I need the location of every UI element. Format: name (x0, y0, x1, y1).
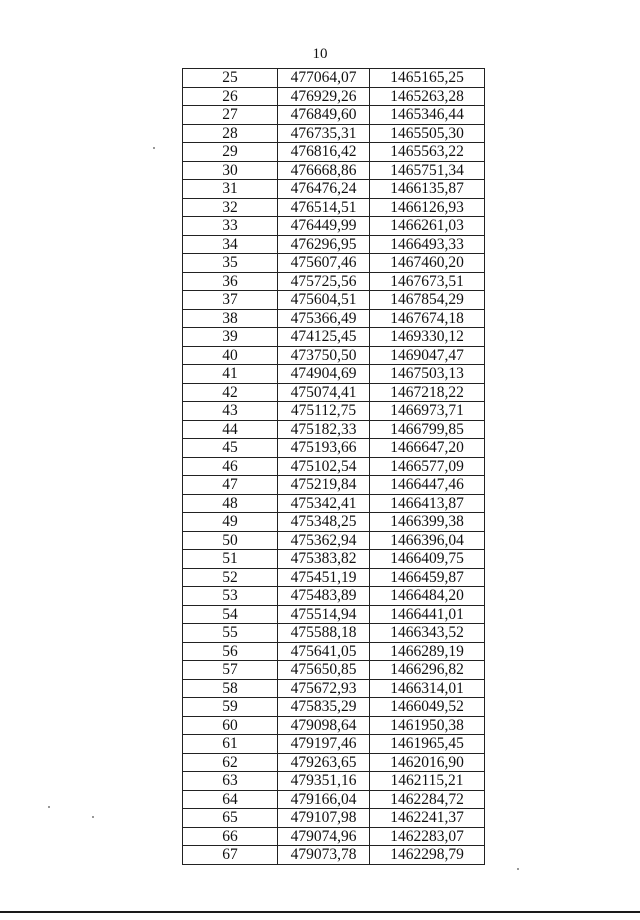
table-row (183, 69, 485, 88)
page-number: 10 (312, 46, 328, 62)
point-number-cell: 45 (183, 439, 278, 458)
point-number-cell: 47 (183, 476, 278, 495)
point-number-cell: 38 (183, 309, 278, 328)
table-row (183, 328, 485, 347)
point-number-cell: 51 (183, 550, 278, 569)
x-coordinate-cell: 479166,04 (278, 790, 370, 809)
point-number-cell: 40 (183, 346, 278, 365)
point-number-cell: 50 (183, 531, 278, 550)
y-coordinate-cell: 1467503,13 (370, 365, 485, 384)
y-coordinate-cell: 1465505,30 (370, 124, 485, 143)
y-coordinate-cell: 1466126,93 (370, 198, 485, 217)
y-coordinate-cell: 1465751,34 (370, 161, 485, 180)
table-row (183, 642, 485, 661)
x-coordinate-cell: 475193,66 (278, 439, 370, 458)
table-row (183, 587, 485, 606)
x-coordinate-cell: 475514,94 (278, 605, 370, 624)
y-coordinate-cell: 1466343,52 (370, 624, 485, 643)
table-row (183, 827, 485, 846)
point-number-cell: 61 (183, 735, 278, 754)
point-number-cell: 44 (183, 420, 278, 439)
table-row (183, 624, 485, 643)
table-row (183, 698, 485, 717)
y-coordinate-cell: 1466409,75 (370, 550, 485, 569)
x-coordinate-cell: 475835,29 (278, 698, 370, 717)
y-coordinate-cell: 1466459,87 (370, 568, 485, 587)
x-coordinate-cell: 476816,42 (278, 143, 370, 162)
y-coordinate-cell: 1466296,82 (370, 661, 485, 680)
table-row (183, 161, 485, 180)
y-coordinate-cell: 1467673,51 (370, 272, 485, 291)
table-row (183, 439, 485, 458)
table-row (183, 568, 485, 587)
table-row (183, 198, 485, 217)
y-coordinate-cell: 1462283,07 (370, 827, 485, 846)
table-row (183, 143, 485, 162)
x-coordinate-cell: 475348,25 (278, 513, 370, 532)
table-row (183, 809, 485, 828)
x-coordinate-cell: 476735,31 (278, 124, 370, 143)
x-coordinate-cell: 475383,82 (278, 550, 370, 569)
point-number-cell: 67 (183, 846, 278, 865)
x-coordinate-cell: 475102,54 (278, 457, 370, 476)
y-coordinate-cell: 1466135,87 (370, 180, 485, 199)
x-coordinate-cell: 475219,84 (278, 476, 370, 495)
point-number-cell: 64 (183, 790, 278, 809)
y-coordinate-cell: 1466484,20 (370, 587, 485, 606)
x-coordinate-cell: 479263,65 (278, 753, 370, 772)
x-coordinate-cell: 475483,89 (278, 587, 370, 606)
point-number-cell: 41 (183, 365, 278, 384)
y-coordinate-cell: 1466577,09 (370, 457, 485, 476)
x-coordinate-cell: 474125,45 (278, 328, 370, 347)
point-number-cell: 25 (183, 69, 278, 88)
y-coordinate-cell: 1466973,71 (370, 402, 485, 421)
point-number-cell: 53 (183, 587, 278, 606)
table-row (183, 383, 485, 402)
x-coordinate-cell: 475588,18 (278, 624, 370, 643)
x-coordinate-cell: 475641,05 (278, 642, 370, 661)
x-coordinate-cell: 475725,56 (278, 272, 370, 291)
scan-speck (48, 806, 50, 808)
y-coordinate-cell: 1466447,46 (370, 476, 485, 495)
x-coordinate-cell: 475074,41 (278, 383, 370, 402)
table-row (183, 346, 485, 365)
y-coordinate-cell: 1466049,52 (370, 698, 485, 717)
table-row (183, 124, 485, 143)
y-coordinate-cell: 1465263,28 (370, 87, 485, 106)
x-coordinate-cell: 476668,86 (278, 161, 370, 180)
x-coordinate-cell: 475650,85 (278, 661, 370, 680)
table-row (183, 605, 485, 624)
table-row (183, 846, 485, 865)
table-row (183, 772, 485, 791)
point-number-cell: 49 (183, 513, 278, 532)
y-coordinate-cell: 1465165,25 (370, 69, 485, 88)
y-coordinate-cell: 1466413,87 (370, 494, 485, 513)
point-number-cell: 31 (183, 180, 278, 199)
scan-speck (517, 868, 519, 870)
y-coordinate-cell: 1466799,85 (370, 420, 485, 439)
table-row (183, 753, 485, 772)
point-number-cell: 59 (183, 698, 278, 717)
table-row (183, 735, 485, 754)
point-number-cell: 60 (183, 716, 278, 735)
table-row (183, 494, 485, 513)
y-coordinate-cell: 1462284,72 (370, 790, 485, 809)
x-coordinate-cell: 479197,46 (278, 735, 370, 754)
coordinates-table (182, 68, 485, 865)
point-number-cell: 52 (183, 568, 278, 587)
table-row (183, 87, 485, 106)
point-number-cell: 34 (183, 235, 278, 254)
table-row (183, 180, 485, 199)
x-coordinate-cell: 479073,78 (278, 846, 370, 865)
point-number-cell: 58 (183, 679, 278, 698)
point-number-cell: 32 (183, 198, 278, 217)
x-coordinate-cell: 475362,94 (278, 531, 370, 550)
y-coordinate-cell: 1467674,18 (370, 309, 485, 328)
x-coordinate-cell: 475182,33 (278, 420, 370, 439)
point-number-cell: 43 (183, 402, 278, 421)
point-number-cell: 35 (183, 254, 278, 273)
table-row (183, 513, 485, 532)
x-coordinate-cell: 479107,98 (278, 809, 370, 828)
x-coordinate-cell: 476929,26 (278, 87, 370, 106)
table-row (183, 272, 485, 291)
y-coordinate-cell: 1465346,44 (370, 106, 485, 125)
point-number-cell: 37 (183, 291, 278, 310)
table-row (183, 235, 485, 254)
x-coordinate-cell: 473750,50 (278, 346, 370, 365)
point-number-cell: 39 (183, 328, 278, 347)
y-coordinate-cell: 1467218,22 (370, 383, 485, 402)
point-number-cell: 36 (183, 272, 278, 291)
table-row (183, 254, 485, 273)
y-coordinate-cell: 1469330,12 (370, 328, 485, 347)
x-coordinate-cell: 475607,46 (278, 254, 370, 273)
point-number-cell: 29 (183, 143, 278, 162)
y-coordinate-cell: 1466647,20 (370, 439, 485, 458)
table-row (183, 679, 485, 698)
scan-speck (92, 816, 94, 818)
y-coordinate-cell: 1466396,04 (370, 531, 485, 550)
y-coordinate-cell: 1461950,38 (370, 716, 485, 735)
x-coordinate-cell: 475672,93 (278, 679, 370, 698)
point-number-cell: 33 (183, 217, 278, 236)
x-coordinate-cell: 476296,95 (278, 235, 370, 254)
table-row (183, 550, 485, 569)
point-number-cell: 26 (183, 87, 278, 106)
point-number-cell: 30 (183, 161, 278, 180)
point-number-cell: 42 (183, 383, 278, 402)
y-coordinate-cell: 1461965,45 (370, 735, 485, 754)
table-row (183, 402, 485, 421)
x-coordinate-cell: 479074,96 (278, 827, 370, 846)
point-number-cell: 63 (183, 772, 278, 791)
x-coordinate-cell: 476849,60 (278, 106, 370, 125)
point-number-cell: 62 (183, 753, 278, 772)
table-row (183, 476, 485, 495)
x-coordinate-cell: 476449,99 (278, 217, 370, 236)
x-coordinate-cell: 475342,41 (278, 494, 370, 513)
table-row (183, 420, 485, 439)
y-coordinate-cell: 1466289,19 (370, 642, 485, 661)
table-row (183, 309, 485, 328)
x-coordinate-cell: 477064,07 (278, 69, 370, 88)
x-coordinate-cell: 475366,49 (278, 309, 370, 328)
x-coordinate-cell: 475451,19 (278, 568, 370, 587)
y-coordinate-cell: 1462298,79 (370, 846, 485, 865)
point-number-cell: 66 (183, 827, 278, 846)
table-row (183, 365, 485, 384)
y-coordinate-cell: 1466261,03 (370, 217, 485, 236)
y-coordinate-cell: 1462241,37 (370, 809, 485, 828)
y-coordinate-cell: 1462016,90 (370, 753, 485, 772)
coordinates-table-body (183, 69, 485, 865)
x-coordinate-cell: 475604,51 (278, 291, 370, 310)
point-number-cell: 57 (183, 661, 278, 680)
table-row (183, 661, 485, 680)
y-coordinate-cell: 1466493,33 (370, 235, 485, 254)
y-coordinate-cell: 1469047,47 (370, 346, 485, 365)
y-coordinate-cell: 1466441,01 (370, 605, 485, 624)
y-coordinate-cell: 1466399,38 (370, 513, 485, 532)
point-number-cell: 46 (183, 457, 278, 476)
y-coordinate-cell: 1465563,22 (370, 143, 485, 162)
x-coordinate-cell: 479351,16 (278, 772, 370, 791)
x-coordinate-cell: 474904,69 (278, 365, 370, 384)
x-coordinate-cell: 475112,75 (278, 402, 370, 421)
point-number-cell: 28 (183, 124, 278, 143)
y-coordinate-cell: 1466314,01 (370, 679, 485, 698)
y-coordinate-cell: 1462115,21 (370, 772, 485, 791)
x-coordinate-cell: 476514,51 (278, 198, 370, 217)
table-row (183, 790, 485, 809)
point-number-cell: 65 (183, 809, 278, 828)
point-number-cell: 56 (183, 642, 278, 661)
point-number-cell: 27 (183, 106, 278, 125)
x-coordinate-cell: 476476,24 (278, 180, 370, 199)
table-row (183, 106, 485, 125)
y-coordinate-cell: 1467854,29 (370, 291, 485, 310)
y-coordinate-cell: 1467460,20 (370, 254, 485, 273)
bottom-border-line (0, 911, 640, 913)
table-row (183, 531, 485, 550)
point-number-cell: 48 (183, 494, 278, 513)
x-coordinate-cell: 479098,64 (278, 716, 370, 735)
scan-speck (153, 147, 155, 149)
point-number-cell: 55 (183, 624, 278, 643)
point-number-cell: 54 (183, 605, 278, 624)
table-row (183, 217, 485, 236)
table-row (183, 291, 485, 310)
table-row (183, 457, 485, 476)
table-row (183, 716, 485, 735)
